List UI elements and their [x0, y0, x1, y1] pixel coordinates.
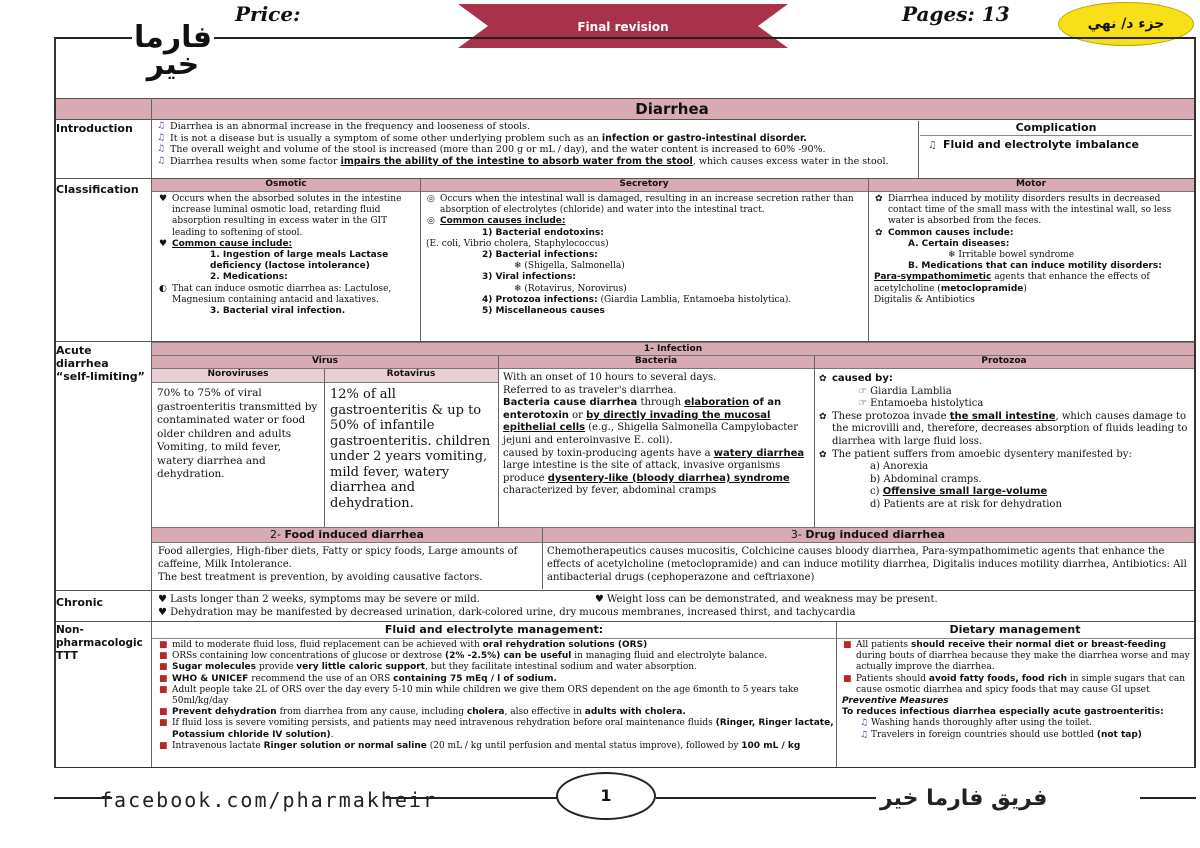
preventive-title: Preventive Measures	[842, 696, 949, 707]
motor-b: B. Medications that can induce motility disorders:	[908, 261, 1162, 272]
protozoa-sym-c: c) Offensive small large-volume	[870, 486, 1048, 498]
bacteria-line-2: Referred to as traveler's diarrhea.	[503, 384, 677, 396]
acute-label: Acute diarrhea “self-limiting”	[56, 344, 145, 383]
classification-label: Classification	[56, 183, 139, 196]
protozoa-cause-1: ☞ Giardia Lamblia	[858, 385, 952, 397]
diet-item-2: ■ Patients should avoid fatty foods, food rich in simple sugars that can cause osmotic diarrhea and spicy foods that may cause GI upset	[843, 673, 1186, 695]
complication-title: Complication	[920, 121, 1192, 136]
food-induced-title: 2- Food induced diarrhea	[270, 528, 424, 541]
bacteria-protozoa-divider	[814, 356, 815, 527]
secretory-item-1a: (E. coli, Vibrio cholera, Staphylococcus)	[426, 238, 609, 249]
pharma-kheir-logo	[132, 20, 214, 82]
dietary-title: Dietary management	[836, 622, 1194, 639]
bacteria-line-6: characterized by fever, abdominal cramps	[503, 485, 717, 497]
osmotic-p1: ♥ Occurs when the absorbed solutes in the intestine increase luminal osmotic load, retarding fluid absorption resulting in excess water in the GIT leading to softening of stool.	[159, 194, 402, 238]
intro-bullet-1: ♫ Diarrhea is an abnormal increase in the frequency and looseness of stools.	[157, 121, 531, 132]
ribbon-text: Final revision	[577, 20, 669, 34]
protozoa-dysentery: ✿ The patient suffers from amoebic dysentery manifested by:	[819, 448, 1132, 460]
motor-p1: ✿ Diarrhea induced by motility disorders results in decreased contact time of the small mass with the intestinal wall, so less water is absorbed from the feces.	[875, 194, 1172, 227]
protozoa-title: Protozoa	[814, 356, 1194, 369]
food-line-1: Food allergies, High-fiber diets, Fatty or spicy foods, Large amounts of caffeine, Milk Intolerance.	[158, 546, 518, 570]
dietary-body	[842, 640, 1190, 741]
label-column-divider	[151, 98, 152, 768]
fluid-item-8: ■ Intravenous lactate Ringer solution or normal saline (20 mL / kg until perfusion and mental status improve), followed by 100 mL / kg	[159, 740, 801, 751]
protozoa-sym-a: a) Anorexia	[870, 461, 929, 473]
fluid-diet-divider	[836, 622, 837, 768]
bacteria-line-5: large intestine is the site of attack, invasive organisms produce dysentery-like (bloody diarrhea) syndrome	[503, 460, 790, 484]
fluid-body	[158, 640, 834, 752]
bacteria-title: Bacteria	[498, 356, 814, 369]
intro-bullet-2: ♫ It is not a disease but is usually a symptom of some other underlying problem such as an infection or gastro-intestinal disorder.	[157, 132, 807, 144]
drug-induced-title: 3- Drug induced diarrhea	[790, 528, 946, 541]
preventive-sub: To reduces infectious diarrhea especially acute gastroenteritis:	[842, 707, 1164, 718]
fluid-item-5: ■ Adult people take 2L of ORS over the day every 5-10 min while children we give them ORS dependent on the age 6month to 5 years take 50ml/kg/day	[159, 684, 799, 707]
secretory-item-5: 5) Miscellaneous causes	[482, 306, 605, 317]
author-badge: جزء د/ نهي	[1058, 2, 1194, 46]
row-divider-chronic	[56, 590, 1194, 591]
introduction-text	[156, 121, 916, 167]
osmotic-cause-2: 2. Medications:	[210, 272, 288, 283]
motor-body	[874, 194, 1190, 306]
frame-bottom	[56, 767, 1194, 768]
fluid-item-4: ■ WHO & UNICEF recommend the use of an ORS containing 75 mEq / l of sodium.	[159, 673, 557, 684]
osmotic-secretory-divider	[420, 179, 421, 341]
secretory-item-1: 1) Bacterial endotoxins:	[482, 227, 604, 238]
infection-title: 1- Infection	[152, 342, 1194, 356]
pages-label: Pages: 13	[902, 2, 1010, 26]
fluid-item-1: ■ mild to moderate fluid loss, fluid replacement can be achieved with oral rehydration solutions (ORS)	[159, 640, 648, 650]
noro-rota-divider	[324, 369, 325, 527]
osmotic-cause-1: 1. Ingestion of large meals Lactase deficiency (lactose intolerance)	[210, 250, 389, 272]
protozoa-sym-d: d) Patients are at risk for dehydration	[870, 498, 1062, 510]
norovirus-text: 70% to 75% of viral gastroenteritis transmitted by contaminated water or food older children and adults Vomiting, to mild fever, watery diarrhea and dehydration.	[157, 387, 318, 480]
bacteria-line-4: caused by toxin-producing agents have a watery diarrhea	[503, 447, 805, 459]
motor-a1: ❄ Irritable bowel syndrome	[948, 250, 1075, 261]
rotavirus-title: Rotavirus	[324, 369, 498, 383]
secretory-item-2: 2) Bacterial infections:	[482, 250, 598, 261]
protozoa-text	[818, 373, 1190, 512]
page-title: Diarrhea	[635, 100, 709, 118]
secretory-item-4: 4) Protozoa infections: (Giardia Lamblia, Entamoeba histolytica).	[482, 294, 792, 305]
complication-divider	[918, 121, 919, 178]
osmotic-p2: ◐ That can induce osmotic diarrhea as: Lactulose, Magnesium containing antacid and laxatives.	[159, 283, 392, 305]
motor-title: Motor	[868, 179, 1194, 192]
secretory-item-3: 3) Viral infections:	[482, 272, 576, 283]
fluid-item-2: ■ ORSs containing low concentrations of glucose or dextrose (2% -2.5%) can be useful in managing fluid and electrolyte balance.	[159, 651, 768, 662]
food-drug-divider	[542, 527, 543, 589]
norovirus-title: Noroviruses	[152, 369, 324, 383]
preventive-1: ♫ Washing hands thoroughly after using the toilet.	[860, 718, 1093, 729]
protozoa-caused: ✿ caused by:	[819, 373, 893, 384]
food-line-2: The best treatment is prevention, by avoiding causative factors.	[158, 572, 483, 583]
motor-a: A. Certain diseases:	[908, 238, 1010, 249]
osmotic-cause-3: 3. Bacterial viral infection.	[210, 306, 346, 317]
bacteria-line-3: Bacteria cause diarrhea through elaboration of an enterotoxin or by directly invading the mucosal epithelial cells (e.g., Shigella Salmonella Campylobacter jejuni and enteroinvasive E. coli).	[503, 397, 799, 446]
logo-line-1: فارما	[133, 20, 213, 55]
motor-b1: Para-sympathomimetic agents that enhance the effects of acetylcholine (metoclopramide)	[874, 272, 1150, 294]
osmotic-title: Osmotic	[152, 179, 420, 192]
team-name: فريق فارما خير	[880, 786, 1048, 811]
secretory-motor-divider	[868, 179, 869, 341]
chronic-text	[158, 593, 1188, 619]
preventive-2: ♫ Travelers in foreign countries should use bottled (not tap)	[860, 729, 1142, 740]
secretory-item-3a: ❄ (Rotavirus, Norovirus)	[514, 283, 627, 294]
secretory-title: Secretory	[420, 179, 868, 192]
fluid-item-7: ■ If fluid loss is severe vomiting persists, and patients may need intravenous rehydration before oral maintenance fluids (Ringer, Ringer lactate, Potassium chloride IV solution).	[159, 718, 834, 740]
bacteria-text	[503, 372, 811, 498]
nonpharm-label: Non-pharmacologic TTT	[56, 624, 143, 662]
secretory-p1: ◎ Occurs when the intestinal wall is damaged, resulting in an increase secretion rather than absorption of electrolytes (chloride) and water into the intestinal tract.	[427, 194, 854, 216]
fluid-item-6: ■ Prevent dehydration from diarrhea from any cause, including cholera, also effective in adults with cholera.	[159, 707, 686, 718]
motor-common: ✿ Common causes include:	[875, 227, 1014, 238]
chronic-line-2: ♥ Dehydration may be manifested by decreased urination, dark-colored urine, dry mucous membranes, increased thirst, and tachycardia	[158, 607, 856, 618]
complication-text: ♫ Fluid and electrolyte imbalance	[928, 138, 1139, 151]
protozoa-cause-2: ☞ Entamoeba histolytica	[858, 398, 984, 410]
motor-b2: Digitalis & Antibiotics	[874, 294, 975, 305]
footer-rule-mid-right	[656, 797, 876, 799]
secretory-common: ◎ Common causes include:	[427, 216, 566, 227]
chronic-label: Chronic	[56, 596, 104, 609]
intro-bullet-3: ♫ The overall weight and volume of the stool is increased (more than 200 g or mL / day), and the water content is increased to 60% -90%.	[157, 144, 826, 155]
footer-rule-right	[1140, 797, 1196, 799]
virus-title: Virus	[152, 356, 498, 369]
secretory-item-2a: ❄ (Shigella, Salmonella)	[514, 261, 625, 272]
diet-item-1: ■ All patients should receive their normal diet or breast-feeding during bouts of diarrhea because they make the diarrhea worse and may actually improve the diarrhea.	[843, 640, 1190, 673]
rotavirus-text: 12% of all gastroenteritis & up to 50% of infantile gastroenteritis. children under 2 years vomiting, mild fever, watery diarrhea and dehydration.	[330, 387, 491, 511]
bacteria-line-1: With an onset of 10 hours to several days.	[503, 372, 717, 383]
drug-induced-text: Chemotherapeutics causes mucositis, Colchicine causes bloody diarrhea, Para-sympathomimetic agents that enhance the effects of acetylcholine (metoclopramide) and can induce motility diarrhea, Digitalis induces motility diarrhea, Antibiotics: All antibacterial drugs (cephoperazone and ceftriaxone)	[547, 546, 1187, 583]
introduction-label: Introduction	[56, 122, 133, 135]
facebook-link[interactable]: facebook.com/pharmakheir	[100, 788, 437, 812]
page-number: 1	[556, 772, 656, 820]
intro-bullet-4: ♫ Diarrhea results when some factor impairs the ability of the intestine to absorb water from the stool, which causes excess water in the stool.	[157, 155, 889, 167]
protozoa-sym-b: b) Abdominal cramps.	[870, 473, 982, 485]
fluid-item-3: ■ Sugar molecules provide very little caloric support, but they facilitate intestinal sodium and water absorption.	[159, 662, 697, 673]
virus-bacteria-divider	[498, 356, 499, 527]
food-induced-text	[158, 545, 538, 584]
protozoa-invade: ✿ These protozoa invade the small intestine, which causes damage to the microvilli and, therefore, decreases absorption of fluids leading to diarrhea with large fluid loss.	[819, 410, 1188, 447]
secretory-body	[426, 194, 864, 317]
logo-line-2: خير	[146, 47, 200, 82]
fluid-title: Fluid and electrolyte management:	[152, 622, 836, 639]
chronic-line-1: ♥ Lasts longer than 2 weeks, symptoms may be severe or mild. ♥ Weight loss can be demonstrated, and weakness may be present.	[158, 594, 938, 605]
price-label: Price:	[235, 2, 301, 26]
osmotic-common: ♥ Common cause include:	[159, 238, 293, 249]
osmotic-body	[158, 194, 416, 317]
